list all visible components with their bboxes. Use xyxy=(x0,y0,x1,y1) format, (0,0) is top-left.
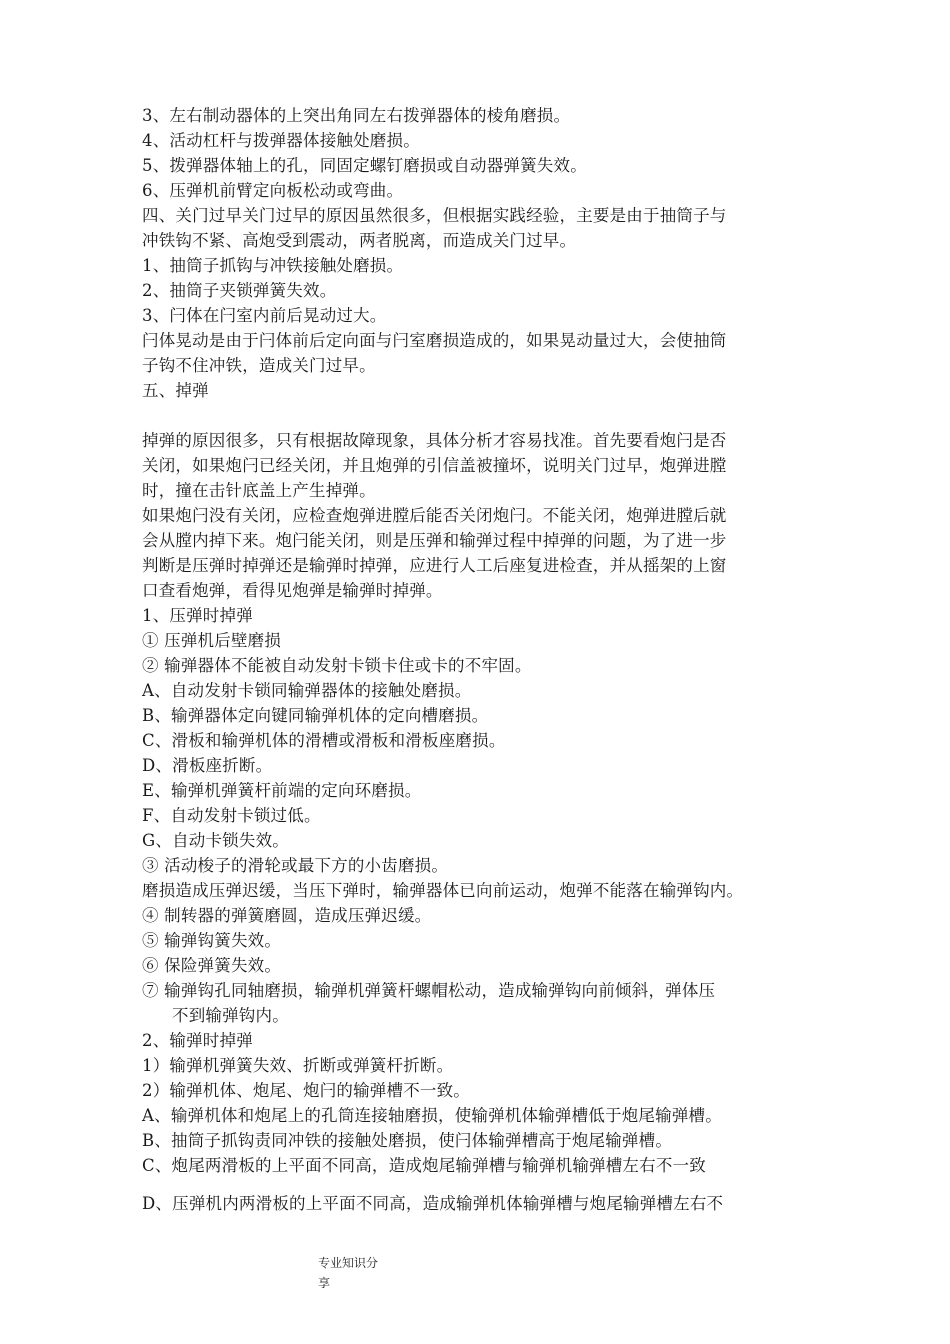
text-line: D、滑板座折断。 xyxy=(142,756,273,775)
text-line: ⑤ 输弹钩簧失效。 xyxy=(142,931,282,950)
text-line: 磨损造成压弹迟缓，当压下弹时，输弹器体已向前运动，炮弹不能落在输弹钩内。 xyxy=(142,881,744,900)
text-line: 6、压弹机前臂定向板松动或弯曲。 xyxy=(142,181,404,200)
text-line: A、输弹机体和炮尾上的孔筒连接轴磨损，使输弹机体输弹槽低于炮尾输弹槽。 xyxy=(142,1106,722,1125)
text-line: C、炮尾两滑板的上平面不同高，造成炮尾输弹槽与输弹机输弹槽左右不一致 xyxy=(142,1156,706,1175)
text-line: 3、闩体在闩室内前后晃动过大。 xyxy=(142,306,387,325)
subheading-2: 2、输弹时掉弹 xyxy=(142,1031,253,1050)
text-line: B、抽筒子抓钩责同冲铁的接触处磨损，使闩体输弹槽高于炮尾输弹槽。 xyxy=(142,1131,673,1150)
text-line: 1）输弹机弹簧失效、折断或弹簧杆折断。 xyxy=(142,1056,454,1075)
page-footer xyxy=(318,1253,388,1293)
text-line: 2、抽筒子夹锁弹簧失效。 xyxy=(142,281,337,300)
text-line: 如果炮闩没有关闭，应检查炮弹进膛后能否关闭炮闩。不能关闭，炮弹进膛后就 xyxy=(142,506,727,525)
text-line: ③ 活动梭子的滑轮或最下方的小齿磨损。 xyxy=(142,856,449,875)
text-line: F、自动发射卡锁过低。 xyxy=(142,806,321,825)
section-heading-4: 四、关门过早关门过早的原因虽然很多，但根据实践经验，主要是由于抽筒子与 xyxy=(142,206,727,225)
text-line: D、压弹机内两滑板的上平面不同高，造成输弹机体输弹槽与炮尾输弹槽左右不 xyxy=(142,1194,724,1213)
text-line: E、输弹机弹簧杆前端的定向环磨损。 xyxy=(142,781,422,800)
document-body xyxy=(142,103,842,1216)
footer-text: 享 xyxy=(318,1276,331,1290)
text-line: A、自动发射卡锁同输弹器体的接触处磨损。 xyxy=(142,681,472,700)
text-line: 冲铁钩不紧、高炮受到震动，两者脱离，而造成关门过早。 xyxy=(142,231,577,250)
text-line: 口查看炮弹，看得见炮弹是输弹时掉弹。 xyxy=(142,581,443,600)
text-line: 不到输弹钩内。 xyxy=(172,1006,289,1025)
subheading-1: 1、压弹时掉弹 xyxy=(142,606,253,625)
text-line: B、输弹器体定向键同输弹机体的定向槽磨损。 xyxy=(142,706,489,725)
text-line: G、自动卡锁失效。 xyxy=(142,831,289,850)
blank-line xyxy=(142,1178,842,1191)
text-line: ① 压弹机后壁磨损 xyxy=(142,631,282,650)
blank-line xyxy=(142,403,842,428)
text-line: 子钩不住冲铁，造成关门过早。 xyxy=(142,356,376,375)
text-line: ④ 制转器的弹簧磨圆，造成压弹迟缓。 xyxy=(142,906,432,925)
text-line: 3、左右制动器体的上突出角同左右拨弹器体的棱角磨损。 xyxy=(142,106,571,125)
text-line: 掉弹的原因很多，只有根据故障现象，具体分析才容易找准。首先要看炮闩是否 xyxy=(142,431,727,450)
section-heading-5: 五、掉弹 xyxy=(142,381,209,400)
text-line: 2）输弹机体、炮尾、炮闩的输弹槽不一致。 xyxy=(142,1081,470,1100)
text-line: 1、抽筒子抓钩与冲铁接触处磨损。 xyxy=(142,256,404,275)
text-line: 闩体晃动是由于闩体前后定向面与闩室磨损造成的，如果晃动量过大，会使抽筒 xyxy=(142,331,727,350)
text-line: 4、活动杠杆与拨弹器体接触处磨损。 xyxy=(142,131,420,150)
text-line: 5、拨弹器体轴上的孔，同固定螺钉磨损或自动器弹簧失效。 xyxy=(142,156,587,175)
text-line: 关闭，如果炮闩已经关闭，并且炮弹的引信盖被撞坏，说明关门过早，炮弹进膛 xyxy=(142,456,727,475)
text-line: ⑦ 输弹钩孔同轴磨损，输弹机弹簧杆螺帽松动，造成输弹钩向前倾斜，弹体压 xyxy=(142,981,716,1000)
text-line: C、滑板和输弹机体的滑槽或滑板和滑板座磨损。 xyxy=(142,731,506,750)
text-line: 判断是压弹时掉弹还是输弹时掉弹，应进行人工后座复进检查，并从摇架的上窗 xyxy=(142,556,727,575)
text-line: ② 输弹器体不能被自动发射卡锁卡住或卡的不牢固。 xyxy=(142,656,532,675)
footer-text: 专业知识分 xyxy=(318,1256,379,1270)
text-line: ⑥ 保险弹簧失效。 xyxy=(142,956,282,975)
text-line: 会从膛内掉下来。炮闩能关闭，则是压弹和输弹过程中掉弹的问题，为了进一步 xyxy=(142,531,727,550)
text-line: 时，撞在击针底盖上产生掉弹。 xyxy=(142,481,376,500)
